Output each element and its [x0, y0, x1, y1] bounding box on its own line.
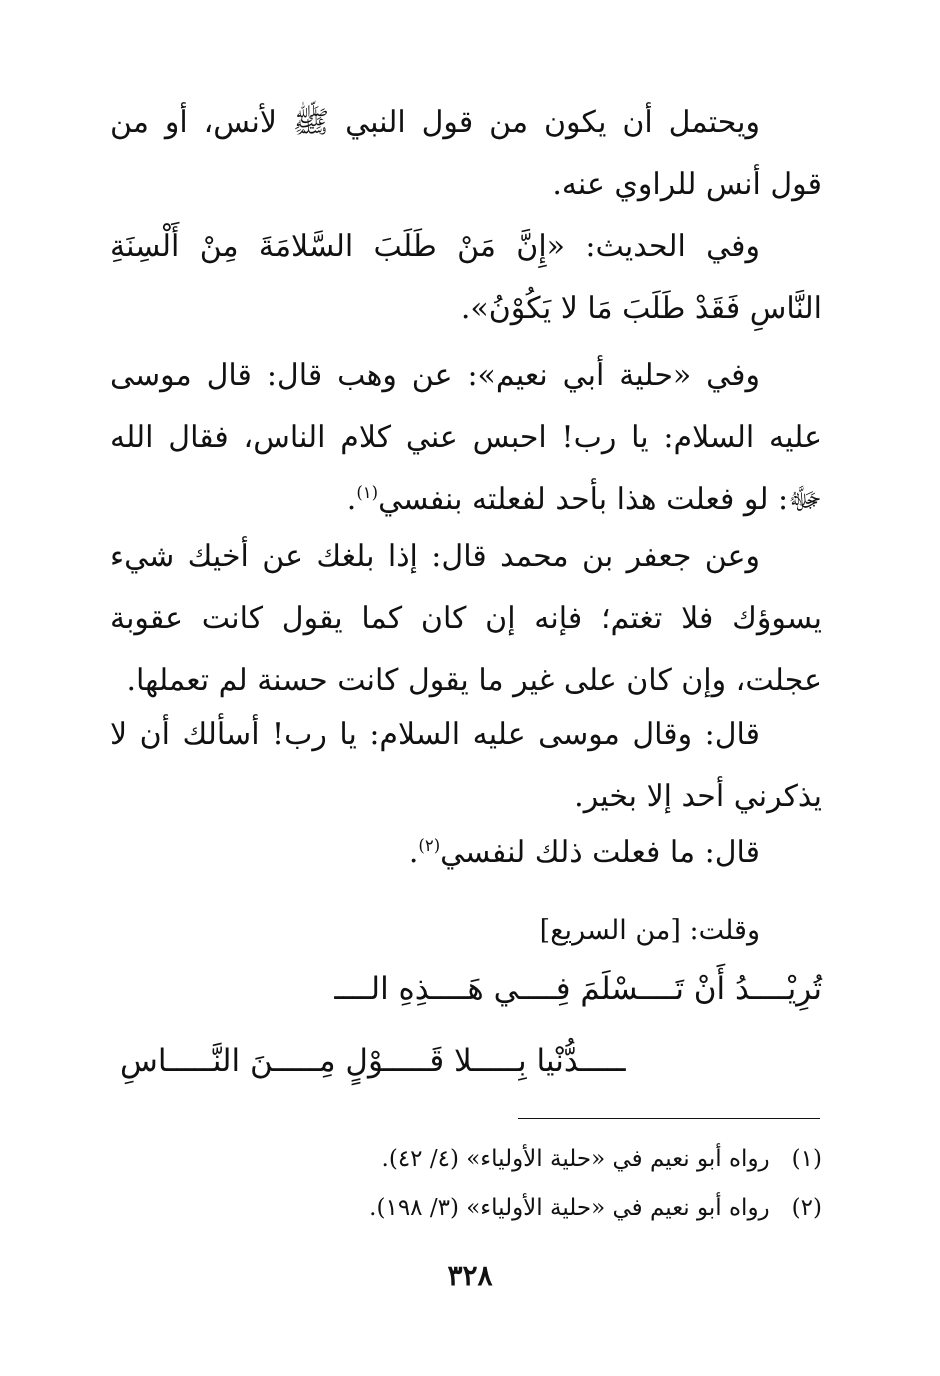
footnote-1-text: رواه أبو نعيم في «حلية الأولياء» (٤/ ٤٢).	[381, 1146, 770, 1172]
footnote-2-number: (٢)	[791, 1195, 822, 1221]
paragraph-3-hilya	[110, 345, 822, 531]
footnote-2-text: رواه أبو نعيم في «حلية الأولياء» (٣/ ١٩٨).	[369, 1195, 770, 1221]
footnote-separator	[518, 1118, 820, 1119]
footnote-1	[382, 1139, 822, 1179]
paragraph-5-musa: قال: وقال موسى عليه السلام: يا رب! أسألك أن لا يذكرني أحد إلا بخير.	[110, 717, 822, 814]
footnote-1-number: (١)	[791, 1146, 822, 1172]
paragraph-1: ويحتمل أن يكون من قول النبي ﷺ لأنس، أو من قول أنس للراوي عنه.	[110, 105, 822, 202]
paragraph-3-end: .	[346, 482, 357, 517]
footnote-ref-1: (١)	[356, 483, 379, 502]
paragraph-6	[110, 822, 822, 884]
verse-second-hemistich: ـــــدُّنْيا بِـــــلا قَـــــوْلٍ مِـــــنَ النَّـــــاسِ	[120, 1043, 626, 1079]
page-number: ٣٢٨	[447, 1259, 493, 1292]
paragraph-6-end: .	[408, 835, 419, 870]
verse-intro-text: وقلت:	[680, 915, 760, 946]
paragraph-6-text: قال: ما فعلت ذلك لنفسي	[440, 835, 760, 870]
verse-intro	[110, 900, 822, 962]
verse-meter: [من السريع]	[539, 915, 681, 946]
footnote-2	[369, 1188, 822, 1228]
paragraph-4-jafar: وعن جعفر بن محمد قال: إذا بلغك عن أخيك شيء يسوؤك فلا تغتم؛ فإنه إن كان كما يقول كانت عقوبة عجلت، وإن كان على غير ما يقول كانت حسنة لم تعملها.	[110, 539, 823, 698]
footnote-ref-2: (٢)	[418, 836, 441, 855]
paragraph-2-hadith: وفي الحديث: «إِنَّ مَنْ طَلَبَ السَّلامَةَ مِنْ أَلْسِنَةِ النَّاسِ فَقَدْ طَلَبَ مَا لا يَكُوْنُ».	[110, 229, 822, 326]
paragraph-3-text: وفي «حلية أبي نعيم»: عن وهب قال: قال موسى عليه السلام: يا رب! احبس عني كلام الناس، فقال الله ﷻ: لو فعلت هذا بأحد لفعلته بنفسي	[110, 358, 822, 517]
verse-first-hemistich: تُرِيْــــدُ أَنْ تَــــسْلَمَ فِــــي هَــــذِهِ الــــ	[334, 971, 822, 1007]
